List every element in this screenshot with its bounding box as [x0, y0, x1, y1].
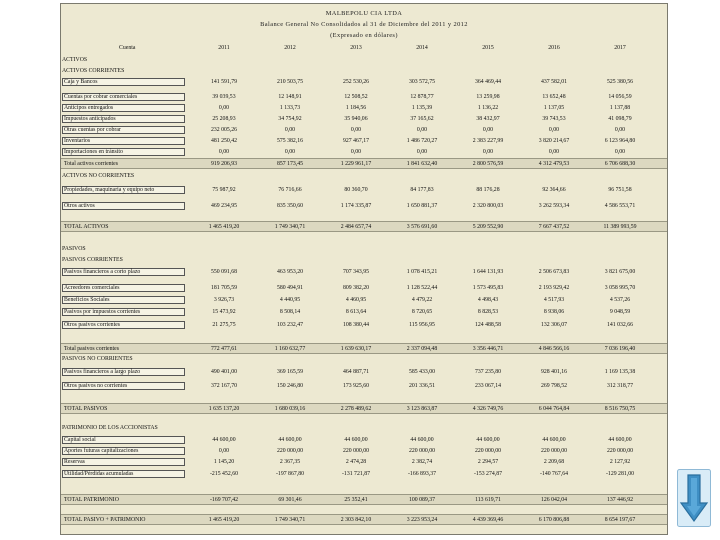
- value-cell: 1 841 632,40: [406, 161, 438, 167]
- value-cell: 2 484 657,74: [340, 224, 372, 230]
- row-label: Propiedades, maquinaria y equipo neto: [64, 187, 155, 193]
- row-label: Otros pasivos corrientes: [64, 322, 121, 328]
- value-cell: 21 275,75: [212, 322, 236, 328]
- value-cell: 3 223 953,24: [406, 517, 438, 523]
- value-cell: 1 680 039,16: [274, 406, 306, 412]
- row-label: Anticipos entregados: [64, 105, 114, 111]
- value-cell: 1 137,88: [609, 105, 631, 111]
- value-cell: 88 176,28: [476, 187, 500, 193]
- row-label: TOTAL PASIVOS: [64, 406, 108, 412]
- value-cell: 2 320 800,03: [472, 203, 504, 209]
- value-cell: 0,00: [416, 149, 428, 155]
- table-row: [61, 295, 667, 306]
- value-cell: -215 452,60: [209, 471, 239, 477]
- section-header-row: [61, 66, 667, 77]
- value-cell: 3 356 446,71: [472, 346, 504, 352]
- value-cell: 113 619,71: [475, 497, 501, 503]
- value-cell: 2 383 227,99: [472, 138, 504, 144]
- value-cell: 181 705,59: [210, 285, 238, 291]
- value-cell: 220 000,00: [474, 448, 502, 454]
- value-cell: 39 743,53: [542, 116, 566, 122]
- row-label: PASIVOS CORRIENTES: [62, 257, 123, 263]
- value-cell: 220 000,00: [342, 448, 370, 454]
- value-cell: 1 465 419,20: [208, 517, 240, 523]
- table-row: [61, 446, 667, 457]
- row-label: PASIVOS NO CORRIENTES: [62, 356, 133, 362]
- value-cell: 44 600,00: [410, 437, 434, 443]
- currency-note: (Expresado en dólares): [330, 32, 398, 39]
- value-cell: 14 056,59: [608, 94, 632, 100]
- value-cell: 707 343,95: [342, 269, 370, 275]
- value-cell: 2 800 576,59: [472, 161, 504, 167]
- row-label: Acreedores comerciales: [64, 285, 120, 291]
- row-label: Reservas: [64, 459, 85, 465]
- row-label: Beneficios Sociales: [64, 297, 110, 303]
- value-cell: 0,00: [614, 127, 626, 133]
- value-cell: 38 432,97: [476, 116, 500, 122]
- value-cell: 126 042,04: [540, 497, 568, 503]
- row-label: Inventarios: [64, 138, 91, 144]
- section-header-row: [61, 423, 667, 434]
- value-cell: 8 508,14: [279, 309, 301, 315]
- value-cell: 6 123 964,80: [604, 138, 636, 144]
- section-header-row: [61, 354, 667, 365]
- value-cell: 1 573 495,83: [472, 285, 504, 291]
- value-cell: 3 576 691,60: [406, 224, 438, 230]
- arrow-down-icon[interactable]: [677, 469, 711, 527]
- value-cell: 8 938,06: [543, 309, 565, 315]
- value-cell: 44 600,00: [278, 437, 302, 443]
- value-cell: 372 167,70: [210, 383, 238, 389]
- value-cell: 1 644 131,93: [472, 269, 504, 275]
- table-row: [61, 114, 667, 125]
- value-cell: 1 137,05: [543, 105, 565, 111]
- value-cell: 75 987,92: [212, 187, 236, 193]
- section-header-row: [61, 255, 667, 266]
- value-cell: 1 136,22: [477, 105, 499, 111]
- year-header: 2011: [218, 45, 230, 51]
- row-label: Cuentas por cobrar comerciales: [64, 94, 138, 100]
- row-label: Impuestos anticipados: [64, 116, 116, 122]
- row-label: Utilidad/Pérdidas acumuladas: [64, 471, 134, 477]
- value-cell: 2 382,74: [411, 459, 433, 465]
- row-label: Total activos corrientes: [64, 161, 119, 167]
- value-cell: 12 508,52: [344, 94, 368, 100]
- value-cell: 0,00: [218, 105, 230, 111]
- value-cell: -131 721,87: [341, 471, 371, 477]
- value-cell: 9 048,59: [609, 309, 631, 315]
- value-cell: 3 058 995,70: [604, 285, 636, 291]
- value-cell: -153 274,87: [473, 471, 503, 477]
- value-cell: -166 893,37: [407, 471, 437, 477]
- row-label: Otros pasivos no corrientes: [64, 383, 128, 389]
- value-cell: 269 798,52: [540, 383, 568, 389]
- value-cell: 4 537,26: [609, 297, 631, 303]
- value-cell: 2 278 489,62: [340, 406, 372, 412]
- value-cell: 463 953,20: [276, 269, 304, 275]
- value-cell: 0,00: [482, 127, 494, 133]
- value-cell: 92 364,66: [542, 187, 566, 193]
- value-cell: 4 312 479,53: [538, 161, 570, 167]
- value-cell: 3 820 214,67: [538, 138, 570, 144]
- row-label: TOTAL PASIVO + PATRIMONIO: [64, 517, 146, 523]
- value-cell: 0,00: [482, 149, 494, 155]
- value-cell: 80 360,70: [344, 187, 368, 193]
- value-cell: 37 165,62: [410, 116, 434, 122]
- value-cell: 857 173,45: [276, 161, 304, 167]
- value-cell: 364 469,44: [474, 79, 502, 85]
- year-header: 2017: [614, 45, 626, 51]
- value-cell: 0,00: [218, 149, 230, 155]
- value-cell: 2 127,92: [609, 459, 631, 465]
- value-cell: 0,00: [548, 149, 560, 155]
- value-cell: 919 206,93: [210, 161, 238, 167]
- value-cell: 7 667 437,52: [538, 224, 570, 230]
- table-row: [61, 103, 667, 114]
- value-cell: 44 600,00: [542, 437, 566, 443]
- value-cell: 2 506 673,83: [538, 269, 570, 275]
- value-cell: 1 145,20: [213, 459, 235, 465]
- value-cell: 1 128 522,44: [406, 285, 438, 291]
- row-label: Caja y Bancos: [64, 79, 98, 85]
- value-cell: 4 326 749,76: [472, 406, 504, 412]
- value-cell: 525 380,56: [606, 79, 634, 85]
- value-cell: 76 716,66: [278, 187, 302, 193]
- value-cell: 928 401,16: [540, 369, 568, 375]
- value-cell: 437 582,01: [540, 79, 568, 85]
- table-row: [61, 77, 667, 88]
- value-cell: 220 000,00: [540, 448, 568, 454]
- row-label: Importaciones en tránsito: [64, 149, 123, 155]
- report-subtitle: Balance General No Consolidados al 31 de Diciembre del 2011 y 2012: [260, 21, 468, 28]
- value-cell: 220 000,00: [408, 448, 436, 454]
- value-cell: 1 749 340,71: [274, 224, 306, 230]
- value-cell: 809 382,20: [342, 285, 370, 291]
- value-cell: 4 479,22: [411, 297, 433, 303]
- value-cell: 490 401,00: [210, 369, 238, 375]
- row-label: Otras cuentas por cobrar: [64, 127, 121, 133]
- value-cell: 141 032,66: [606, 322, 634, 328]
- value-cell: 96 751,58: [608, 187, 632, 193]
- value-cell: 4 460,95: [345, 297, 367, 303]
- value-cell: 4 846 566,16: [538, 346, 570, 352]
- total-row: [61, 514, 667, 525]
- value-cell: 4 498,43: [477, 297, 499, 303]
- value-cell: 6 706 688,30: [604, 161, 636, 167]
- table-row: [61, 469, 667, 480]
- value-cell: 737 235,80: [474, 369, 502, 375]
- value-cell: 1 635 137,20: [208, 406, 240, 412]
- value-cell: 220 000,00: [276, 448, 304, 454]
- value-cell: -169 707,42: [209, 497, 239, 503]
- value-cell: 5 209 552,90: [472, 224, 504, 230]
- value-cell: 173 925,60: [342, 383, 370, 389]
- value-cell: 6 170 806,88: [538, 517, 570, 523]
- value-cell: 8 516 750,75: [604, 406, 636, 412]
- value-cell: 1 229 961,17: [340, 161, 372, 167]
- value-cell: 835 350,60: [276, 203, 304, 209]
- value-cell: 8 720,65: [411, 309, 433, 315]
- table-row: [61, 367, 667, 378]
- section-header-row: [61, 244, 667, 255]
- value-cell: -197 867,80: [275, 471, 305, 477]
- value-cell: 44 600,00: [344, 437, 368, 443]
- value-cell: 0,00: [284, 149, 296, 155]
- year-header: 2013: [350, 45, 362, 51]
- row-label: Total pasivos corrientes: [64, 346, 119, 352]
- value-cell: 312 318,77: [606, 383, 634, 389]
- value-cell: 6 044 764,84: [538, 406, 570, 412]
- value-cell: 13 652,48: [542, 94, 566, 100]
- row-label: TOTAL PATRIMONIO: [64, 497, 119, 503]
- value-cell: 2 337 094,48: [406, 346, 438, 352]
- value-cell: 585 433,00: [408, 369, 436, 375]
- value-cell: 103 232,47: [276, 322, 304, 328]
- section-header-row: [61, 55, 667, 66]
- row-label: ACTIVOS NO CORRIENTES: [62, 173, 135, 179]
- value-cell: 39 039,53: [212, 94, 236, 100]
- value-cell: 12 878,77: [410, 94, 434, 100]
- total-row: [61, 221, 667, 232]
- table-row: [61, 92, 667, 103]
- total-row: [61, 494, 667, 505]
- value-cell: 0,00: [548, 127, 560, 133]
- value-cell: 44 600,00: [476, 437, 500, 443]
- row-label: ACTIVOS CORRIENTES: [62, 68, 125, 74]
- value-cell: 44 600,00: [608, 437, 632, 443]
- value-cell: 0,00: [284, 127, 296, 133]
- table-row: [61, 307, 667, 318]
- value-cell: 550 091,68: [210, 269, 238, 275]
- value-cell: 0,00: [416, 127, 428, 133]
- value-cell: 1 650 881,37: [406, 203, 438, 209]
- table-row: [61, 457, 667, 468]
- year-header: 2015: [482, 45, 494, 51]
- value-cell: 4 517,93: [543, 297, 565, 303]
- header-cuenta: Cuenta: [119, 45, 136, 51]
- row-label: Pasivos financieros a largo plazo: [64, 369, 141, 375]
- total-row: [61, 403, 667, 414]
- value-cell: 141 591,79: [210, 79, 238, 85]
- value-cell: -140 767,64: [539, 471, 569, 477]
- value-cell: 1 184,56: [345, 105, 367, 111]
- row-label: Otros activos: [64, 203, 95, 209]
- value-cell: 150 246,80: [276, 383, 304, 389]
- value-cell: 132 306,07: [540, 322, 568, 328]
- value-cell: 8 654 197,67: [604, 517, 636, 523]
- table-row: [61, 435, 667, 446]
- value-cell: 34 754,92: [278, 116, 302, 122]
- value-cell: 575 382,16: [276, 138, 304, 144]
- balance-sheet: [60, 3, 668, 535]
- value-cell: -129 281,00: [605, 471, 635, 477]
- value-cell: 69 301,46: [278, 497, 302, 503]
- value-cell: 3 821 675,00: [604, 269, 636, 275]
- row-label: Aportes futuras capitalizaciones: [64, 448, 139, 454]
- value-cell: 3 262 593,34: [538, 203, 570, 209]
- value-cell: 0,00: [614, 149, 626, 155]
- value-cell: 2 303 842,10: [340, 517, 372, 523]
- year-header: 2014: [416, 45, 428, 51]
- row-label: PASIVOS: [62, 246, 86, 252]
- value-cell: 1 133,73: [279, 105, 301, 111]
- value-cell: 233 067,14: [474, 383, 502, 389]
- table-row: [61, 267, 667, 278]
- value-cell: 3 123 863,87: [406, 406, 438, 412]
- row-label: Pasivos financieros a corto plazo: [64, 269, 141, 275]
- table-row: [61, 201, 667, 212]
- value-cell: 108 380,44: [342, 322, 370, 328]
- value-cell: 2 209,68: [543, 459, 565, 465]
- value-cell: 2 193 929,42: [538, 285, 570, 291]
- year-header: 2012: [284, 45, 296, 51]
- value-cell: 84 177,83: [410, 187, 434, 193]
- value-cell: 8 613,64: [345, 309, 367, 315]
- value-cell: 13 259,98: [476, 94, 500, 100]
- row-label: Capital social: [64, 437, 96, 443]
- year-header: 2016: [548, 45, 560, 51]
- value-cell: 220 000,00: [606, 448, 634, 454]
- value-cell: 481 250,42: [210, 138, 238, 144]
- value-cell: 1 486 720,27: [406, 138, 438, 144]
- value-cell: 2 367,35: [279, 459, 301, 465]
- table-row: [61, 283, 667, 294]
- value-cell: 1 078 415,21: [406, 269, 438, 275]
- value-cell: 4 586 553,71: [604, 203, 636, 209]
- value-cell: 210 503,75: [276, 79, 304, 85]
- value-cell: 464 887,71: [342, 369, 370, 375]
- value-cell: 4 439 369,46: [472, 517, 504, 523]
- value-cell: 124 488,58: [474, 322, 502, 328]
- value-cell: 0,00: [350, 149, 362, 155]
- value-cell: 35 940,06: [344, 116, 368, 122]
- company-title: MALBEPOLU CIA LTDA: [325, 10, 403, 17]
- value-cell: 1 160 632,77: [274, 346, 306, 352]
- value-cell: 303 572,75: [408, 79, 436, 85]
- value-cell: 580 494,91: [276, 285, 304, 291]
- value-cell: 0,00: [350, 127, 362, 133]
- value-cell: 137 446,92: [606, 497, 634, 503]
- value-cell: 369 165,59: [276, 369, 304, 375]
- value-cell: 252 530,26: [342, 79, 370, 85]
- value-cell: 469 234,95: [210, 203, 238, 209]
- value-cell: 4 440,95: [279, 297, 301, 303]
- value-cell: 1 639 630,17: [340, 346, 372, 352]
- table-row: [61, 185, 667, 196]
- value-cell: 100 089,37: [408, 497, 436, 503]
- total-row: [61, 343, 667, 354]
- table-row: [61, 136, 667, 147]
- value-cell: 232 005,26: [210, 127, 238, 133]
- row-label: PATRIMONIO DE LOS ACCIONISTAS: [62, 425, 158, 431]
- value-cell: 0,00: [218, 448, 230, 454]
- value-cell: 2 294,57: [477, 459, 499, 465]
- value-cell: 1 169 135,38: [604, 369, 636, 375]
- row-label: Pasivos por impuestos corrientes: [64, 309, 141, 315]
- value-cell: 41 098,79: [608, 116, 632, 122]
- table-row: [61, 147, 667, 158]
- value-cell: 25 208,93: [212, 116, 236, 122]
- value-cell: 2 474,28: [345, 459, 367, 465]
- table-row: [61, 320, 667, 331]
- section-header-row: [61, 171, 667, 182]
- value-cell: 44 600,00: [212, 437, 236, 443]
- value-cell: 1 465 419,20: [208, 224, 240, 230]
- header-row: [61, 43, 667, 54]
- table-row: [61, 381, 667, 392]
- value-cell: 927 467,17: [342, 138, 370, 144]
- value-cell: 7 036 196,40: [604, 346, 636, 352]
- value-cell: 11 389 993,59: [603, 224, 637, 230]
- value-cell: 201 336,51: [408, 383, 436, 389]
- value-cell: 12 148,91: [278, 94, 302, 100]
- row-label: ACTIVOS: [62, 57, 88, 63]
- value-cell: 1 174 335,87: [340, 203, 372, 209]
- value-cell: 1 749 340,71: [274, 517, 306, 523]
- value-cell: 1 135,39: [411, 105, 433, 111]
- row-label: TOTAL ACTIVOS: [64, 224, 109, 230]
- total-row: [61, 158, 667, 169]
- value-cell: 772 477,61: [210, 346, 238, 352]
- value-cell: 115 956,95: [409, 322, 435, 328]
- value-cell: 3 926,73: [213, 297, 235, 303]
- value-cell: 15 473,92: [212, 309, 236, 315]
- value-cell: 25 352,41: [344, 497, 368, 503]
- value-cell: 8 828,53: [477, 309, 499, 315]
- table-row: [61, 125, 667, 136]
